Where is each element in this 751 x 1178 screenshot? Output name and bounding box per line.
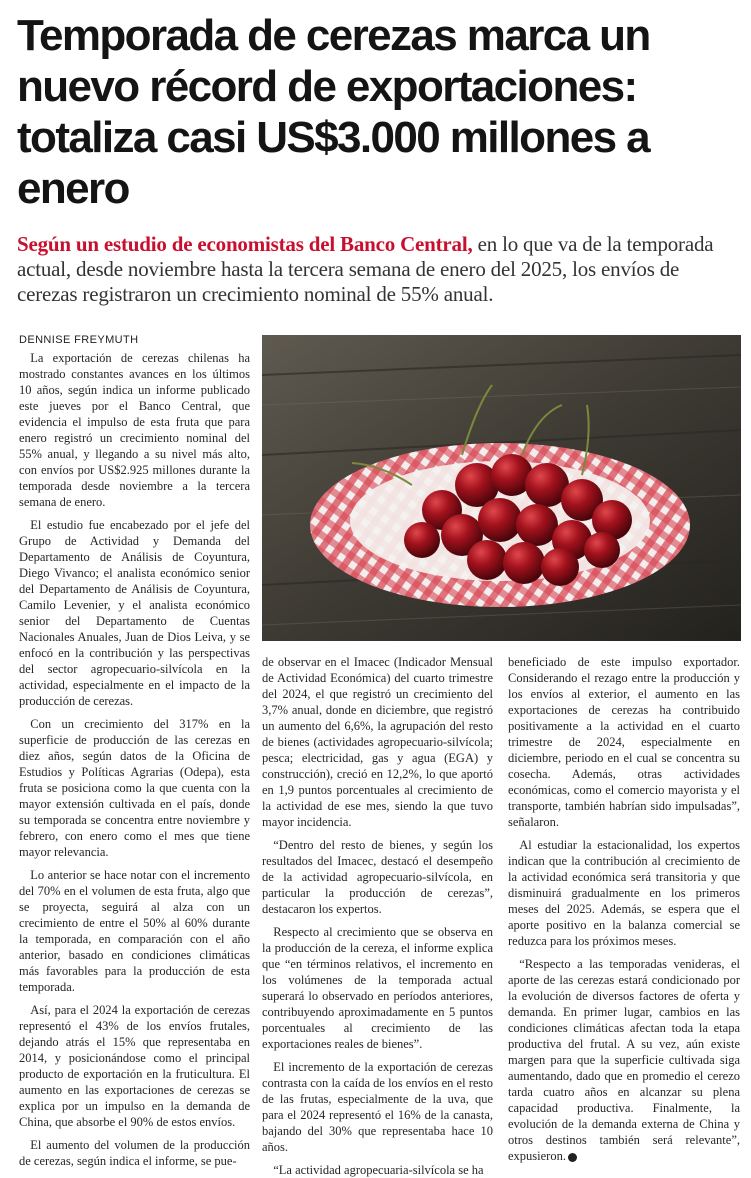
paragraph: El aumento del volumen de la producción de cerezas, según indica el informe, se pue- — [19, 1138, 250, 1168]
paragraph: de observar en el Imacec (Indicador Mensual de Actividad Económica) del cuarto trimestre del 2024, el que registró un crecimiento del 3,7% anual, donde en diciembre, que registró un aumento del 6,6%, la agrupación del resto de bienes (actividades agropecuario-silvícola; pesca; electricidad, gas y agua (EGA) y construcción), creció en 12,2%, lo que aportó en 1,9 puntos porcentuales al crecimiento de la actividad de ese mes, siendo la que tuvo mayor incidencia. — [262, 655, 493, 829]
paragraph: “La actividad agropecuaria-silvícola se ha — [273, 1163, 484, 1177]
paragraph: Con un crecimiento del 317% en la superficie de producción de las cerezas en diez años, según datos de la Oficina de Estudios y Políticas Agrarias (Odepa), esta fruta se posiciona como la que cuenta con la mayor extensión cultivada en el país, donde su temporada se concentra entre noviembre y febrero, con enero como el mes que tiene mayor relevancia. — [19, 717, 250, 859]
paragraph: La exportación de cerezas chilenas ha mostrado constantes avances en los últimos 10 años, según indica un informe publicado este jueves por el Banco Central, que evidencia el impulso de esta fruta que para enero registró un crecimiento nominal del 55% anual, y llegando a su nivel más alto, con envíos por US$2.925 millones durante la temporada desde noviembre a la tercera semana de enero. — [19, 351, 250, 509]
byline: DENNISE FREYMUTH — [19, 334, 139, 346]
paragraph-text: “Respecto a las temporadas venideras, el aporte de las cerezas estará condicionado por la evolución de diversos factores de oferta y demanda. En primer lugar, cambios en las condiciones climáticas afectan toda la etapa productiva del frutal. A su vez, aún existe margen para que la superficie cultivada siga aumentando, dado que en promedio el cerezo tarda cuatro años en alcanzar su plena capacidad productiva. Finalmente, la evolución de la demanda externa de China y otros destinos también será relevante”, expusieron. — [508, 957, 740, 1163]
headline: Temporada de cerezas marca un nuevo récord de exportaciones: totaliza casi US$3.000 millones a enero — [17, 11, 650, 213]
article-column-2 — [262, 654, 493, 1177]
article-column-1 — [19, 350, 250, 1168]
end-of-article-icon: P — [568, 1153, 577, 1162]
deck — [17, 232, 739, 307]
cherries-photo — [262, 335, 741, 641]
paragraph: Lo anterior se hace notar con el incremento del 70% en el volumen de esta fruta, algo que se proyecta, seguirá al alza con un crecimiento de entre el 50% al 60% durante la temporada, en comparación con el año anterior, basado en condiciones climáticas más favorables para la producción de esta temporada. — [19, 868, 250, 994]
paragraph: El estudio fue encabezado por el jefe del Grupo de Actividad y Demanda del Departamento de Análisis de Coyuntura, Diego Vivanco; el analista económico senior del Departamento de Análisis de Coyuntura, Camilo Levenier, y el analista económico senior del Departamento de Cuentas Nacionales Anuales, Juan de Dios Leiva, y se enfocó en la contribución y las perspectivas del sector agropecuario-silvícola en la actividad, especialmente en el impacto de la producción de cerezas. — [19, 518, 250, 708]
paragraph — [508, 956, 740, 1164]
deck-rest: en lo que va de la temporada actual, desde noviembre hasta la tercera semana de enero del 2025, los envíos de cerezas registraron un crecimiento nominal de 55% anual. — [17, 232, 714, 306]
paragraph: Respecto al crecimiento que se observa en la producción de la cereza, el informe explica que “en términos relativos, el incremento en los volúmenes de la temporada actual superará lo observado en períodos anteriores, contribuyendo aproximadamente en 5 puntos porcentuales al crecimiento de las exportaciones reales de bienes”. — [262, 925, 493, 1051]
cherries-on-checkered-plate-photo — [262, 335, 741, 641]
deck-lead: Según un estudio de economistas del Banco Central, — [17, 232, 473, 256]
paragraph: Así, para el 2024 la exportación de cerezas representó el 43% de los envíos frutales, dejando atrás el 15% que representaba en 2014, y posicionándose como el principal producto de exportación en la fruticultura. El aumento en las exportaciones de cerezas se explica por un impulso en la demanda de China, que absorbe el 90% de estos envíos. — [19, 1003, 250, 1129]
paragraph: El incremento de la exportación de cerezas contrasta con la caída de los envíos en el resto de las frutas, especialmente de la uva, que para el 2024 representó el 16% de la canasta, bajando del 30% que representaba hace 10 años. — [262, 1060, 493, 1154]
paragraph: Al estudiar la estacionalidad, los expertos indican que la contribución al crecimiento de la actividad económica será transitoria y que disminuirá gradualmente en los primeros meses del 2025. Además, se espera que el aporte positivo en la balanza comercial se reduzca para los próximos meses. — [508, 838, 740, 948]
paragraph: beneficiado de este impulso exportador. Considerando el rezago entre la producción y los envíos al exterior, el aumento en las exportaciones de cerezas ha contribuido positivamente a la actividad en el cuarto trimestre de 2024, especialmente en diciembre, periodo en el cual se concentra su cosecha. Además, otras actividades económicas, como el comercio mayorista y el transporte, también habrían sido impulsadas”, señalaron. — [508, 655, 740, 829]
paragraph: “Dentro del resto de bienes, y según los resultados del Imacec, destacó el desempeño de la actividad agropecuario-silvícola, en particular la producción de cerezas”, destacaron los expertos. — [262, 838, 493, 916]
article-column-3 — [508, 654, 740, 1168]
